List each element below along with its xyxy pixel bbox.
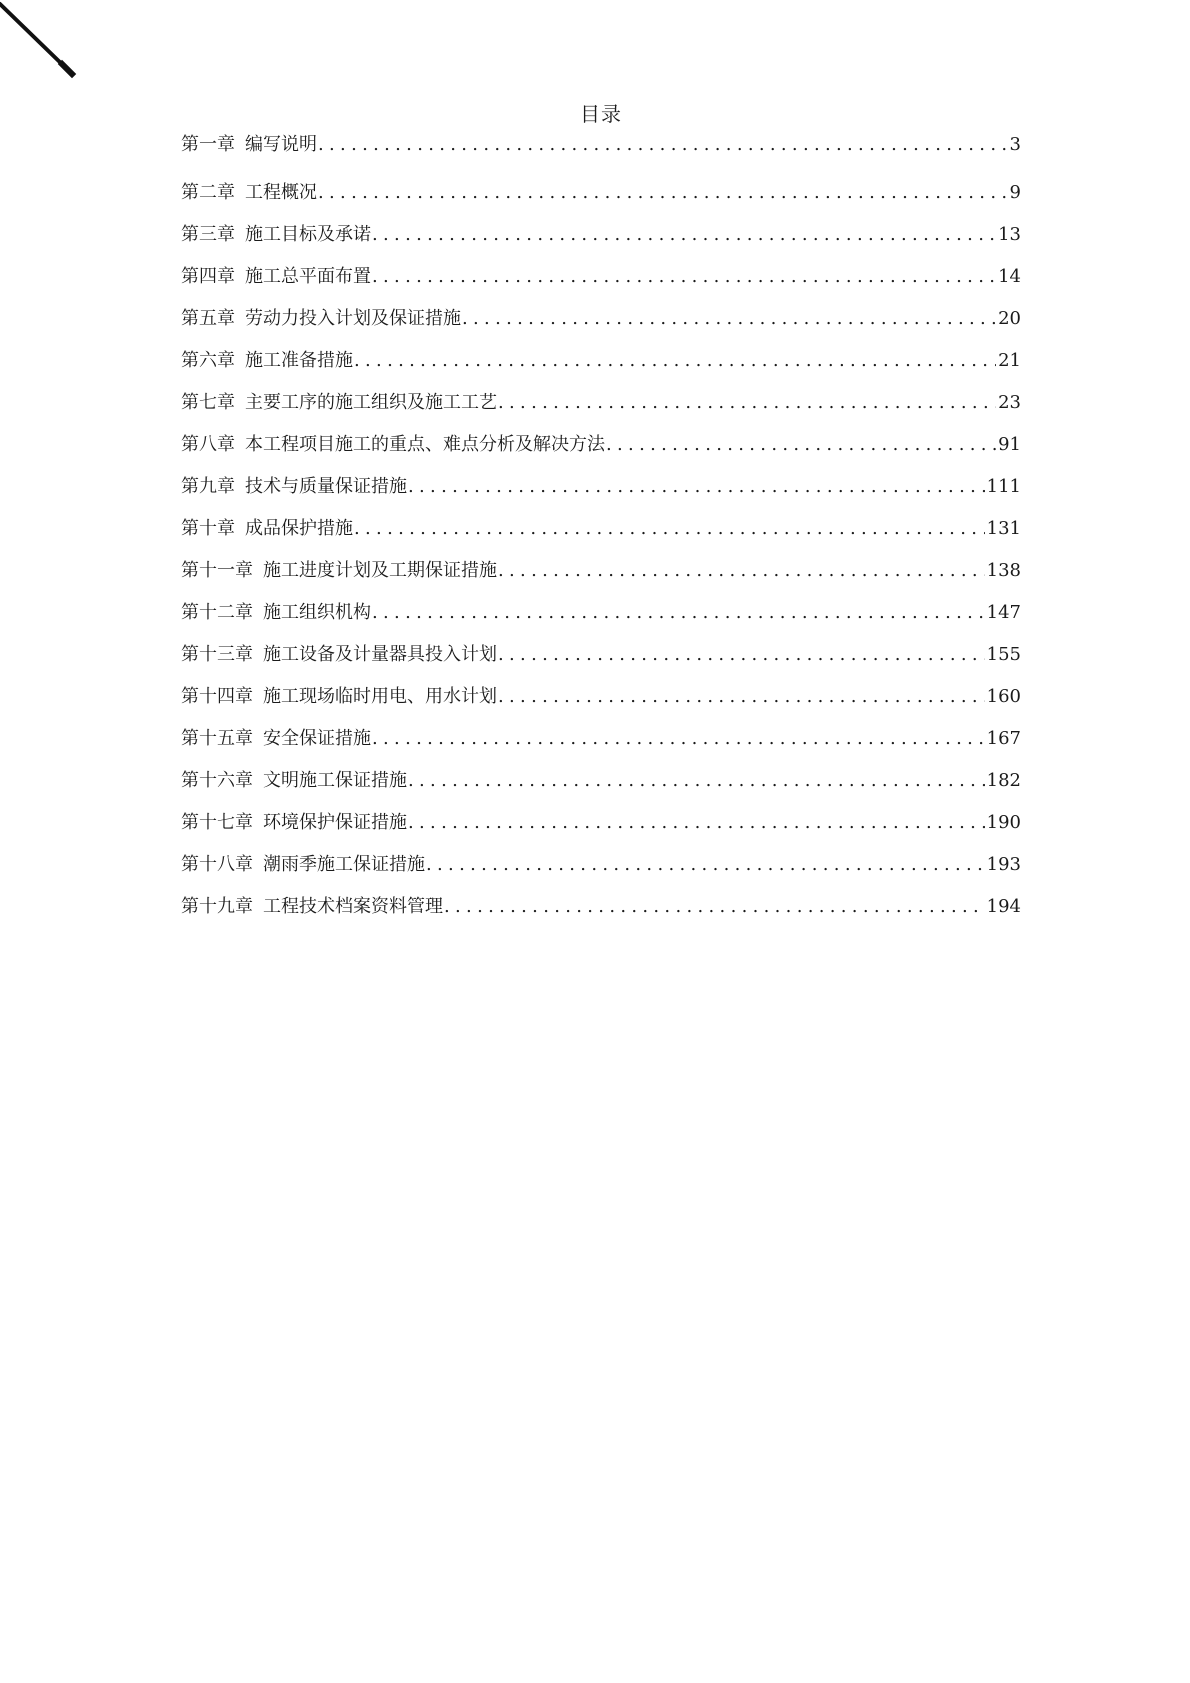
toc-entry[interactable]	[181, 676, 1021, 718]
toc-page-number: 167	[986, 728, 1021, 749]
toc-page-number: 155	[986, 644, 1021, 665]
toc-dot-leader	[354, 340, 996, 382]
toc-page-number: 14	[998, 266, 1021, 287]
toc-chapter-number: 第五章	[181, 308, 235, 329]
toc-chapter-title: 编写说明	[245, 134, 317, 155]
toc-entry[interactable]	[181, 760, 1021, 802]
toc-entry[interactable]	[181, 718, 1021, 760]
toc-chapter-title: 施工总平面布置	[245, 266, 371, 287]
toc-chapter-title: 工程技术档案资料管理	[263, 896, 443, 917]
toc-dot-leader	[372, 592, 985, 634]
toc-chapter-number: 第十章	[181, 518, 235, 539]
toc-page-number: 138	[986, 560, 1021, 581]
toc-page-number: 194	[986, 896, 1021, 917]
toc-entry[interactable]	[181, 508, 1021, 550]
toc-dot-leader	[372, 718, 985, 760]
toc-chapter-title: 施工设备及计量器具投入计划	[263, 644, 497, 665]
toc-entry[interactable]	[181, 634, 1021, 676]
toc-page-number: 131	[986, 518, 1021, 539]
toc-dot-leader	[318, 172, 1008, 214]
toc-entry[interactable]	[181, 256, 1021, 298]
toc-page-number: 91	[998, 434, 1021, 455]
toc-chapter-title: 成品保护措施	[245, 518, 353, 539]
toc-chapter-title: 施工目标及承诺	[245, 224, 371, 245]
toc-dot-leader	[372, 256, 996, 298]
table-of-contents	[181, 98, 1021, 928]
toc-entry[interactable]	[181, 172, 1021, 214]
toc-dot-leader	[444, 886, 985, 928]
toc-page-number: 111	[986, 476, 1021, 497]
toc-entry[interactable]	[181, 214, 1021, 256]
toc-chapter-number: 第十五章	[181, 728, 253, 749]
toc-page-number: 20	[998, 308, 1021, 329]
toc-chapter-number: 第十六章	[181, 770, 253, 791]
toc-entry[interactable]	[181, 592, 1021, 634]
toc-chapter-number: 第三章	[181, 224, 235, 245]
toc-chapter-title: 施工组织机构	[263, 602, 371, 623]
toc-dot-leader	[408, 466, 985, 508]
toc-chapter-number: 第八章	[181, 434, 235, 455]
toc-chapter-title: 安全保证措施	[263, 728, 371, 749]
toc-chapter-title: 施工准备措施	[245, 350, 353, 371]
toc-entry[interactable]	[181, 802, 1021, 844]
toc-chapter-number: 第十七章	[181, 812, 253, 833]
toc-chapter-number: 第一章	[181, 134, 235, 155]
toc-chapter-number: 第十二章	[181, 602, 253, 623]
toc-page-number: 21	[998, 350, 1021, 371]
toc-dot-leader	[354, 508, 985, 550]
toc-chapter-title: 施工进度计划及工期保证措施	[263, 560, 497, 581]
toc-dot-leader	[498, 634, 985, 676]
toc-chapter-number: 第十一章	[181, 560, 253, 581]
toc-page-number: 182	[986, 770, 1021, 791]
toc-chapter-number: 第二章	[181, 182, 235, 203]
toc-page-number: 190	[986, 812, 1021, 833]
toc-page-number: 13	[998, 224, 1021, 245]
toc-chapter-number: 第四章	[181, 266, 235, 287]
toc-chapter-number: 第十八章	[181, 854, 253, 875]
toc-dot-leader	[606, 424, 996, 466]
toc-chapter-title: 劳动力投入计划及保证措施	[245, 308, 461, 329]
toc-chapter-number: 第九章	[181, 476, 235, 497]
toc-chapter-number: 第十三章	[181, 644, 253, 665]
toc-chapter-title: 主要工序的施工组织及施工工艺	[245, 392, 497, 413]
toc-chapter-title: 技术与质量保证措施	[245, 476, 407, 497]
toc-page-number: 23	[998, 392, 1021, 413]
toc-chapter-number: 第七章	[181, 392, 235, 413]
toc-entry[interactable]	[181, 130, 1021, 160]
toc-page-number: 3	[1009, 134, 1021, 155]
toc-page-number: 9	[1009, 182, 1021, 203]
toc-entry[interactable]	[181, 382, 1021, 424]
toc-dot-leader	[372, 214, 996, 256]
toc-entry[interactable]	[181, 550, 1021, 592]
toc-dot-leader	[426, 844, 985, 886]
toc-chapter-title: 施工现场临时用电、用水计划	[263, 686, 497, 707]
toc-entry[interactable]	[181, 424, 1021, 466]
toc-dot-leader	[498, 676, 985, 718]
toc-chapter-title: 潮雨季施工保证措施	[263, 854, 425, 875]
toc-chapter-title: 工程概况	[245, 182, 317, 203]
toc-entry[interactable]	[181, 844, 1021, 886]
toc-chapter-number: 第十九章	[181, 896, 253, 917]
toc-list	[181, 130, 1021, 928]
toc-chapter-title: 本工程项目施工的重点、难点分析及解决方法	[245, 434, 605, 455]
toc-dot-leader	[318, 130, 1008, 160]
toc-entry[interactable]	[181, 298, 1021, 340]
toc-entry[interactable]	[181, 886, 1021, 928]
toc-dot-leader	[462, 298, 996, 340]
page-title: 目录	[580, 102, 622, 126]
toc-chapter-title: 环境保护保证措施	[263, 812, 407, 833]
toc-dot-leader	[498, 382, 996, 424]
toc-chapter-number: 第六章	[181, 350, 235, 371]
toc-page-number: 193	[986, 854, 1021, 875]
corner-stroke-mark	[0, 0, 80, 80]
toc-entry[interactable]	[181, 466, 1021, 508]
toc-dot-leader	[498, 550, 985, 592]
toc-chapter-title: 文明施工保证措施	[263, 770, 407, 791]
toc-dot-leader	[408, 760, 985, 802]
toc-page-number: 160	[986, 686, 1021, 707]
toc-entry[interactable]	[181, 340, 1021, 382]
toc-chapter-number: 第十四章	[181, 686, 253, 707]
toc-page-number: 147	[986, 602, 1021, 623]
toc-dot-leader	[408, 802, 985, 844]
